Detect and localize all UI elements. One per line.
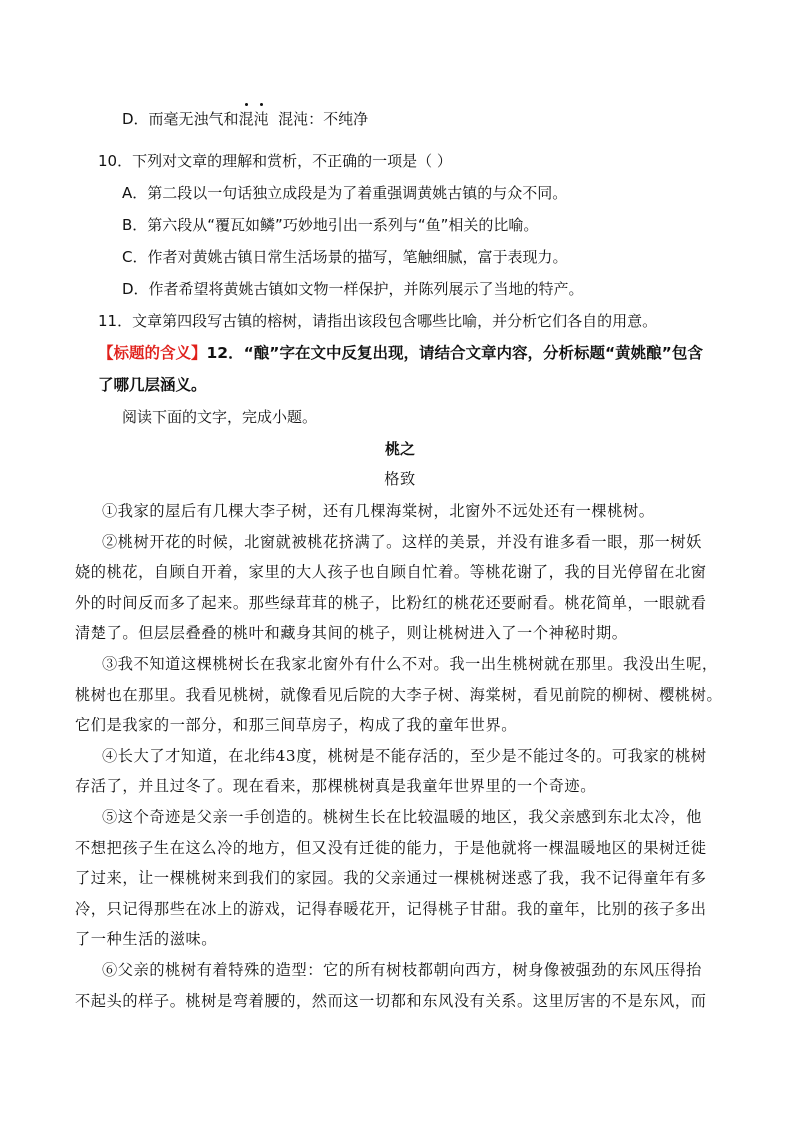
option-d-prefix: D．而毫无浊气和	[122, 110, 239, 128]
reading-instruction: 阅读下面的文字，完成小题。	[122, 408, 318, 426]
article-line: 外的时间反而多了起来。那些绿茸茸的桃子，比粉红的桃花还要耐看。桃花简单，一眼就看	[75, 593, 707, 612]
article-line: ⑥父亲的桃树有着特殊的造型：它的所有树枝都朝向西方，树身像被强劲的东风压得抬	[102, 961, 702, 979]
question-12-text-1: 12．“酿”字在文中反复出现，请结合文章内容，分析标题“黄姚酿”包含	[206, 344, 703, 362]
option-d-previous	[122, 108, 368, 130]
article-line: 它们是我家的一部分，和那三间草房子，构成了我的童年世界。	[75, 716, 518, 735]
article-line: ④长大了才知道，在北纬43度，桃树是不能存活的，至少是不能过冬的。可我家的桃树	[102, 746, 707, 765]
question-10-option-c: C．作者对黄姚古镇日常生活场景的描写，笔触细腻，富于表现力。	[122, 248, 568, 266]
article-line: ③我不知道这棵桃树长在我家北窗外有什么不对。我一出生桃树就在那里。我没出生呢，	[102, 655, 718, 673]
article-line: 存活了，并且过冬了。现在看来，那棵桃树真是我童年世界里的一个奇迹。	[75, 777, 596, 796]
article-line: ⑤这个奇迹是父亲一手创造的。桃树生长在比较温暖的地区，我父亲感到东北太冷，他	[102, 808, 702, 826]
question-12-line-2: 了哪几层涵义。	[98, 376, 207, 394]
question-12-line-1	[98, 342, 703, 364]
question-10-option-d: D．作者希望将黄姚古镇如文物一样保护，并陈列展示了当地的特产。	[122, 280, 584, 298]
article-line: 不起头的样子。桃树是弯着腰的，然而这一切都和东风没有关系。这里厉害的不是东风，而	[75, 991, 707, 1010]
option-d-suffix: 混沌：不纯净	[268, 110, 369, 128]
article-line: 了过来，让一棵桃树来到我们的家园。我的父亲通过一棵桃树迷惑了我，我不记得童年有多	[75, 869, 707, 888]
question-10-stem: 10．下列对文章的理解和赏析，不正确的一项是（ ）	[98, 152, 452, 170]
article-line: 了一种生活的滋味。	[75, 930, 218, 949]
dotted-char-2: 沌	[253, 110, 269, 128]
article-author: 格致	[384, 470, 416, 488]
article-line: 清楚了。但层层叠叠的桃叶和藏身其间的桃子，则让桃树进入了一个神秘时期。	[75, 624, 628, 643]
question-12-tag: 【标题的含义】	[98, 344, 207, 362]
article-line: 娆的桃花，自顾自开着，家里的大人孩子也自顾自忙着。等桃花谢了，我的目光停留在北窗	[75, 563, 707, 582]
question-10-option-b: B．第六段从“覆瓦如鳞”巧妙地引出一系列与“鱼”相关的比喻。	[122, 216, 539, 234]
article-line: 冷，只记得那些在冰上的游戏，记得春暖花开，记得桃子甘甜。我的童年，比别的孩子多出	[75, 899, 707, 918]
article-line: 不想把孩子生在这么冷的地方，但又没有迁徙的能力，于是他就将一棵温暖地区的果树迁徙	[75, 838, 707, 857]
article-title: 桃之	[384, 440, 415, 458]
article-line: ②桃树开花的时候，北窗就被桃花挤满了。这样的美景，并没有谁多看一眼，那一树妖	[102, 532, 702, 551]
dotted-char-1: 混	[238, 110, 254, 128]
article-line: 桃树也在那里。我看见桃树，就像看见后院的大李子树、海棠树，看见前院的柳树、樱桃树。	[75, 685, 723, 704]
article-line: ①我家的屋后有几棵大李子树，还有几棵海棠树，北窗外不远处还有一棵桃树。	[102, 502, 655, 520]
question-11-stem: 11．文章第四段写古镇的榕树，请指出该段包含哪些比喻，并分析它们各自的用意。	[98, 312, 658, 330]
question-10-option-a: A．第二段以一句话独立成段是为了着重强调黄姚古镇的与众不同。	[122, 184, 568, 202]
